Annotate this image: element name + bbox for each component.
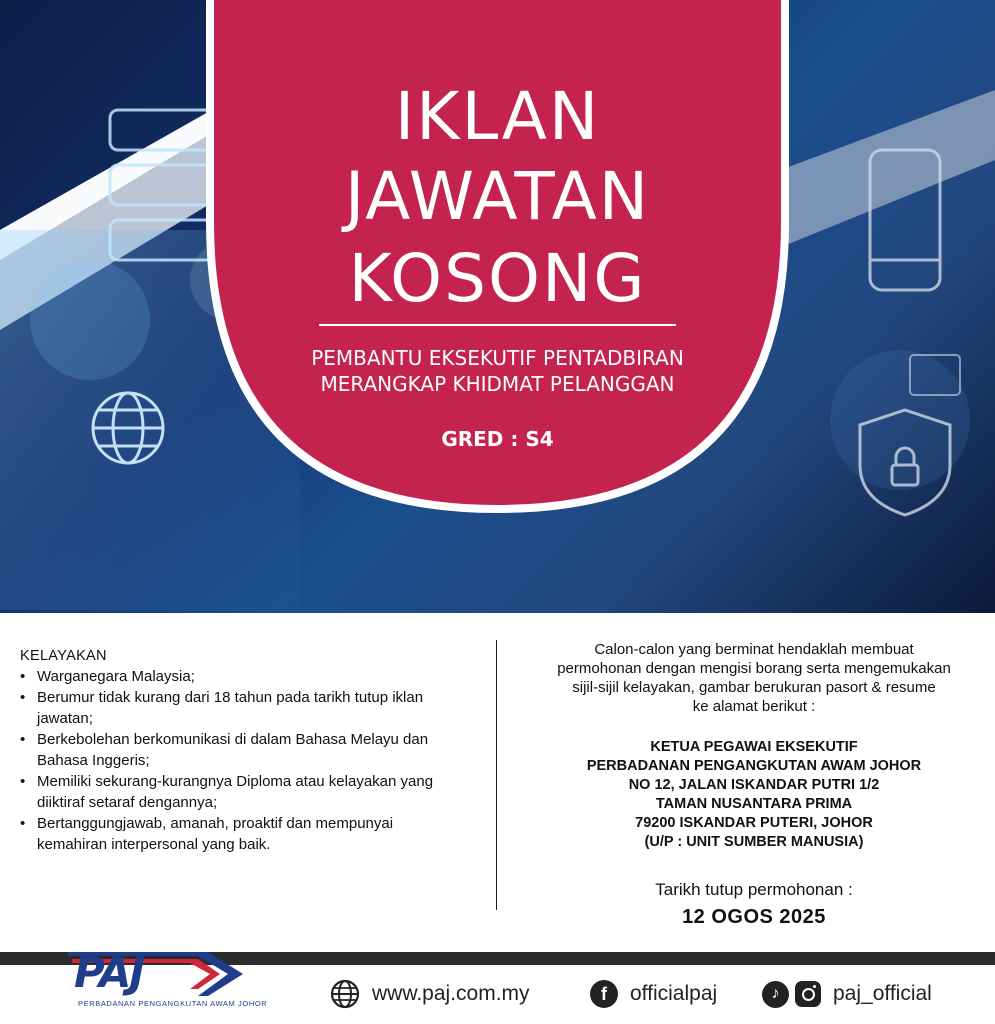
title-line-2: JAWATAN [344,158,651,235]
title-line-1: IKLAN [394,78,601,155]
application-section [520,640,988,928]
eligibility-section [20,648,460,855]
facebook-link[interactable] [590,977,717,1011]
eligibility-item: • Berumur tidak kurang dari 18 tahun pada tarikh tutup iklan jawatan; [20,687,460,729]
mailing-address [520,738,988,852]
tiktok-icon: ♪ [762,981,789,1008]
eligibility-item: • Warganegara Malaysia; [20,666,460,687]
facebook-icon: f [590,980,618,1008]
globe-icon [330,979,360,1009]
closing-date-label: Tarikh tutup permohonan : [655,880,853,899]
closing-date: 12 OGOS 2025 [682,906,826,928]
instruction-line: Calon-calon yang berminat hendaklah membuat [594,641,914,658]
eligibility-item: • Memiliki sekurang-kurangnya Diploma atau kelayakan yang diiktiraf setaraf dengannya; [20,771,460,813]
tiktok-instagram-link[interactable] [762,977,932,1011]
position-title-line-1: PEMBANTU EKSEKUTIF PENTADBIRAN [311,346,684,370]
eligibility-item: • Berkebolehan berkomunikasi di dalam Bahasa Melayu dan Bahasa Inggeris; [20,729,460,771]
instagram-icon [795,981,821,1007]
eligibility-item: • Bertanggungjawab, amanah, proaktif dan mempunyai kemahiran interpersonal yang baik. [20,813,460,855]
title-line-3: KOSONG [348,240,647,317]
instruction-line: sijil-sijil kelayakan, gambar berukuran pasort & resume [572,679,936,696]
eligibility-list [20,666,460,855]
address-line: PERBADANAN PENGANGKUTAN AWAM JOHOR [586,758,922,774]
title-banner [206,0,789,513]
address-line: 79200 ISKANDAR PUTERI, JOHOR [635,815,873,831]
website-link[interactable] [330,977,530,1011]
paj-logo [58,944,268,1010]
instruction-line: permohonan dengan mengisi borang serta mengemukakan [557,660,951,677]
eligibility-heading: KELAYAKAN [20,648,107,664]
website-text: www.paj.com.my [372,982,530,1005]
application-instructions [520,640,988,716]
social-handle: paj_official [833,982,932,1005]
grade-label: GRED : S4 [441,427,554,451]
address-line: (U/P : UNIT SUMBER MANUSIA) [644,834,864,850]
address-line: NO 12, JALAN ISKANDAR PUTRI 1/2 [628,777,880,793]
column-divider [496,640,497,910]
title-divider [319,324,676,326]
logo-subtitle: PERBADANAN PENGANGKUTAN AWAM JOHOR [78,999,268,1008]
facebook-handle: officialpaj [630,982,718,1005]
address-line: KETUA PEGAWAI EKSEKUTIF [650,739,858,755]
logo-wordmark: PAJ [74,948,144,997]
position-title-line-2: MERANGKAP KHIDMAT PELANGGAN [320,372,675,396]
instruction-line: ke alamat berikut : [692,698,816,715]
address-line: TAMAN NUSANTARA PRIMA [655,796,853,812]
